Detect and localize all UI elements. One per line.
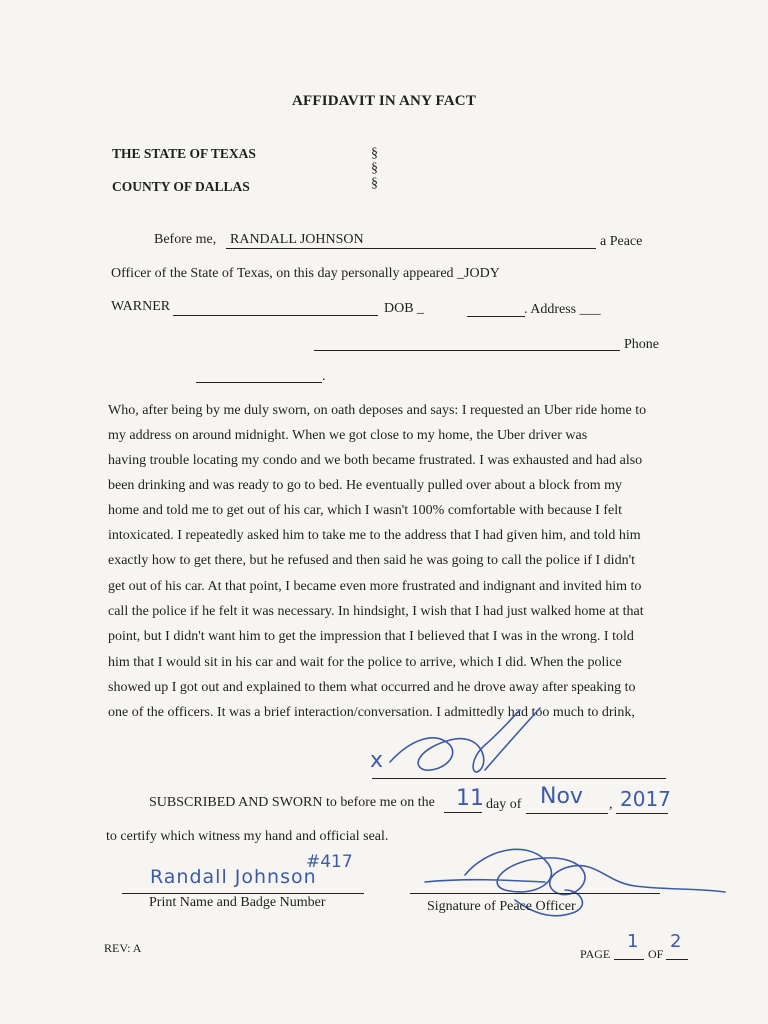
- officer-name-underline: [226, 248, 596, 249]
- statement-line: point, but I didn't want him to get the impression that I believed that I was in the wrong. I told: [108, 629, 634, 644]
- dob-label: DOB _: [384, 301, 425, 316]
- document-title: AFFIDAVIT IN ANY FACT: [291, 93, 477, 109]
- statement-line: exactly how to get there, but he refused and then said he was going to call the police if I didn't: [108, 553, 635, 568]
- date-comma: ,: [609, 797, 613, 812]
- phone-underline: [196, 382, 322, 383]
- statement-line: my address on around midnight. When we got close to my home, the Uber driver was: [108, 428, 588, 443]
- statement-line: showed up I got out and explained to them what occurred and he drove away after speaking to: [108, 680, 636, 695]
- county-label: COUNTY OF DALLAS: [112, 179, 250, 194]
- year-handwritten: 2017: [620, 787, 671, 811]
- day-of-text: day of: [486, 797, 522, 812]
- page-num-underline: [614, 959, 644, 960]
- officer-line-text: Officer of the State of Texas, on this day personally appeared _JODY: [111, 266, 500, 281]
- a-peace-text: a Peace: [600, 234, 643, 249]
- statement-line: Who, after being by me duly sworn, on oath deposes and says: I requested an Uber ride home to: [108, 403, 647, 418]
- section-mark: §: [371, 146, 378, 161]
- statement-line: home and told me to get out of his car, which I wasn't 100% comfortable with because I felt: [108, 503, 622, 518]
- page-total-underline: [666, 959, 688, 960]
- printed-name-handwritten: Randall Johnson: [150, 866, 317, 888]
- before-me-text: Before me,: [154, 232, 217, 247]
- signature-label: Signature of Peace Officer: [427, 899, 576, 914]
- page-total-handwritten: 2: [670, 931, 682, 952]
- phone-label: Phone: [624, 337, 659, 352]
- address-underline: [314, 350, 620, 351]
- month-handwritten: Nov: [540, 784, 583, 809]
- statement-line: one of the officers. It was a brief interaction/conversation. I admittedly had too much to drink,: [108, 705, 635, 720]
- statement-line: call the police if he felt it was necessary. In hindsight, I wish that I had just walked home at that: [108, 604, 644, 619]
- phone-period: .: [322, 369, 326, 384]
- statement-line: having trouble locating my condo and we both became frustrated. I was exhausted and had also: [108, 453, 643, 468]
- state-label: THE STATE OF TEXAS: [112, 146, 256, 161]
- badge-handwritten: #417: [306, 852, 353, 872]
- section-mark: §: [371, 161, 378, 176]
- section-marks: [371, 146, 378, 191]
- certify-text: to certify which witness my hand and official seal.: [106, 829, 389, 844]
- day-underline: [444, 812, 482, 813]
- affiant-signature: [380, 700, 580, 795]
- page-num-handwritten: 1: [627, 931, 639, 952]
- day-handwritten: 11: [456, 786, 484, 811]
- officer-name-field: RANDALL JOHNSON: [230, 232, 364, 247]
- month-underline: [526, 813, 608, 814]
- statement-line: intoxicated. I repeatedly asked him to take me to the address that I had given him, and told him: [108, 528, 641, 543]
- address-label: . Address ___: [524, 302, 601, 317]
- page-label: PAGE: [580, 947, 611, 961]
- warner-text: WARNER: [111, 299, 171, 314]
- print-name-line: [122, 893, 364, 894]
- warner-underline: [173, 315, 378, 316]
- print-name-label: Print Name and Badge Number: [149, 895, 326, 910]
- statement-line: him that I would sit in his car and wait for the police to arrive, which I did. When the police: [108, 655, 622, 670]
- rev-label: REV: A: [104, 941, 142, 955]
- officer-signature-line: [410, 893, 660, 894]
- statement-line: get out of his car. At that point, I became even more frustrated and indignant and invited him to: [108, 579, 642, 594]
- dob-underline: [467, 316, 525, 317]
- of-label: OF: [648, 947, 664, 961]
- section-mark: §: [371, 176, 378, 191]
- affiant-mark: x: [370, 748, 384, 773]
- statement-line: been drinking and was ready to go to bed. He eventually pulled over about a block from my: [108, 478, 622, 493]
- year-underline: [616, 813, 668, 814]
- sworn-text: SUBSCRIBED AND SWORN to before me on the: [149, 795, 435, 810]
